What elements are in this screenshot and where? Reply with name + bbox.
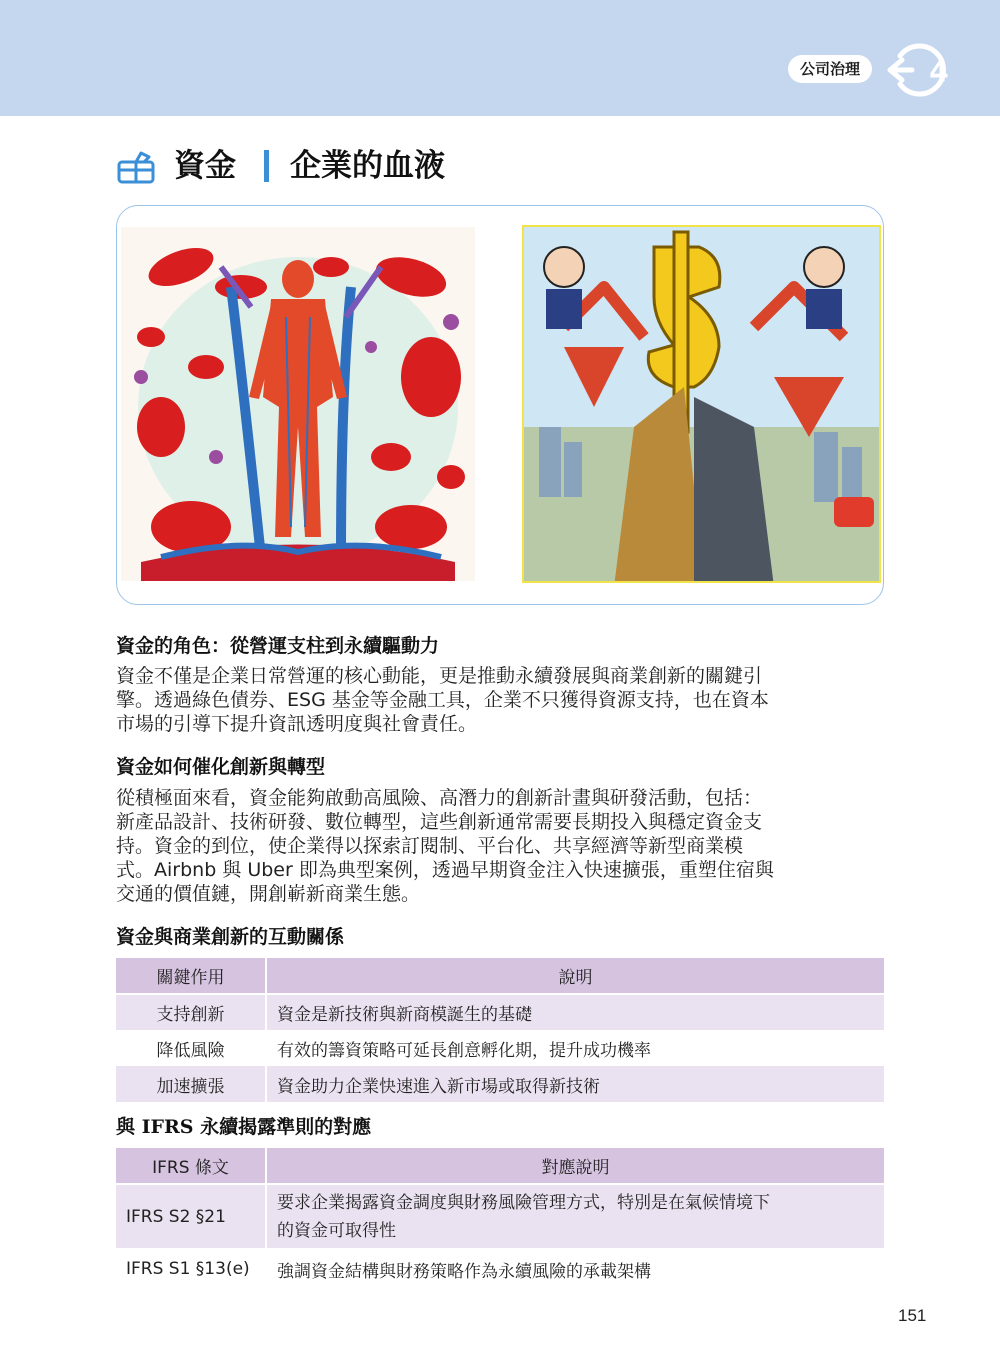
finance-cartoon-illustration [522,225,881,583]
section-heading-innovation: 資金如何催化創新與轉型 [116,756,326,778]
page-title-right: 企業的血液 [290,148,445,184]
table-cell: 資金是新技術與新商模誕生的基礎 [266,994,884,1030]
table-row [116,1066,884,1102]
paragraph-line: 持。資金的到位，使企業得以探索訂閱制、平台化、共享經濟等新型商業模 [116,835,744,857]
section-heading-ifrs: 與 IFRS 永續揭露準則的對應 [116,1116,372,1138]
chapter-number: 4 [929,55,949,88]
table-cell-line: 的資金可取得性 [277,1220,396,1241]
table-cell: 強調資金結構與財務策略作為永續風險的承載架構 [266,1248,884,1290]
table-header-cell: 關鍵作用 [116,958,266,994]
table-cell: 加速擴張 [116,1066,266,1102]
page-number: 151 [898,1306,927,1325]
paragraph-line: 新產品設計、技術研發、數位轉型，這些創新通常需要長期投入與穩定資金支 [116,811,763,833]
paragraph-role [116,664,886,736]
table-cell-line: 要求企業揭露資金調度與財務風險管理方式，特別是在氣候情境下 [277,1192,770,1213]
section-heading-interaction: 資金與商業創新的互動關係 [116,926,345,948]
page-title-left: 資金 [174,148,236,184]
table-row [116,1030,884,1066]
title-separator [264,150,269,182]
chapter-label: 公司治理 [788,55,872,83]
ifrs-table [116,1148,884,1290]
table-cell: IFRS S1 §13(e) [116,1248,266,1290]
table-header-cell: IFRS 條文 [116,1148,266,1184]
section-heading-role: 資金的角色：從營運支柱到永續驅動力 [116,635,440,657]
paragraph-line: 擎。透過綠色債券、ESG 基金等金融工具，企業不只獲得資源支持，也在資本 [116,689,769,711]
paragraph-innovation [116,786,886,906]
table-cell: IFRS S2 §21 [116,1184,266,1248]
table-cell: 支持創新 [116,994,266,1030]
paragraph-line: 市場的引導下提升資訊透明度與社會責任。 [116,713,478,735]
table-cell: 資金助力企業快速進入新市場或取得新技術 [266,1066,884,1102]
paragraph-line: 交通的價值鏈，開創嶄新商業生態。 [116,883,421,905]
table-cell: 有效的籌資策略可延長創意孵化期，提升成功機率 [266,1030,884,1066]
table-row [116,1248,884,1290]
blood-vessels-illustration [121,227,475,581]
paragraph-line: 式。Airbnb 與 Uber 即為典型案例，透過早期資金注入快速擴張，重塑住宿與 [116,859,774,881]
table-row [116,994,884,1030]
table-row [116,1184,884,1248]
table-header-cell: 說明 [266,958,884,994]
gift-box-icon [117,150,155,184]
table-cell: 降低風險 [116,1030,266,1066]
paragraph-line: 從積極面來看，資金能夠啟動高風險、高潛力的創新計畫與研發活動，包括： [116,787,763,809]
interaction-table [116,958,884,1102]
table-header-cell: 對應說明 [266,1148,884,1184]
table-cell [266,1184,884,1248]
paragraph-line: 資金不僅是企業日常營運的核心動能，更是推動永續發展與商業創新的關鍵引 [116,665,763,687]
